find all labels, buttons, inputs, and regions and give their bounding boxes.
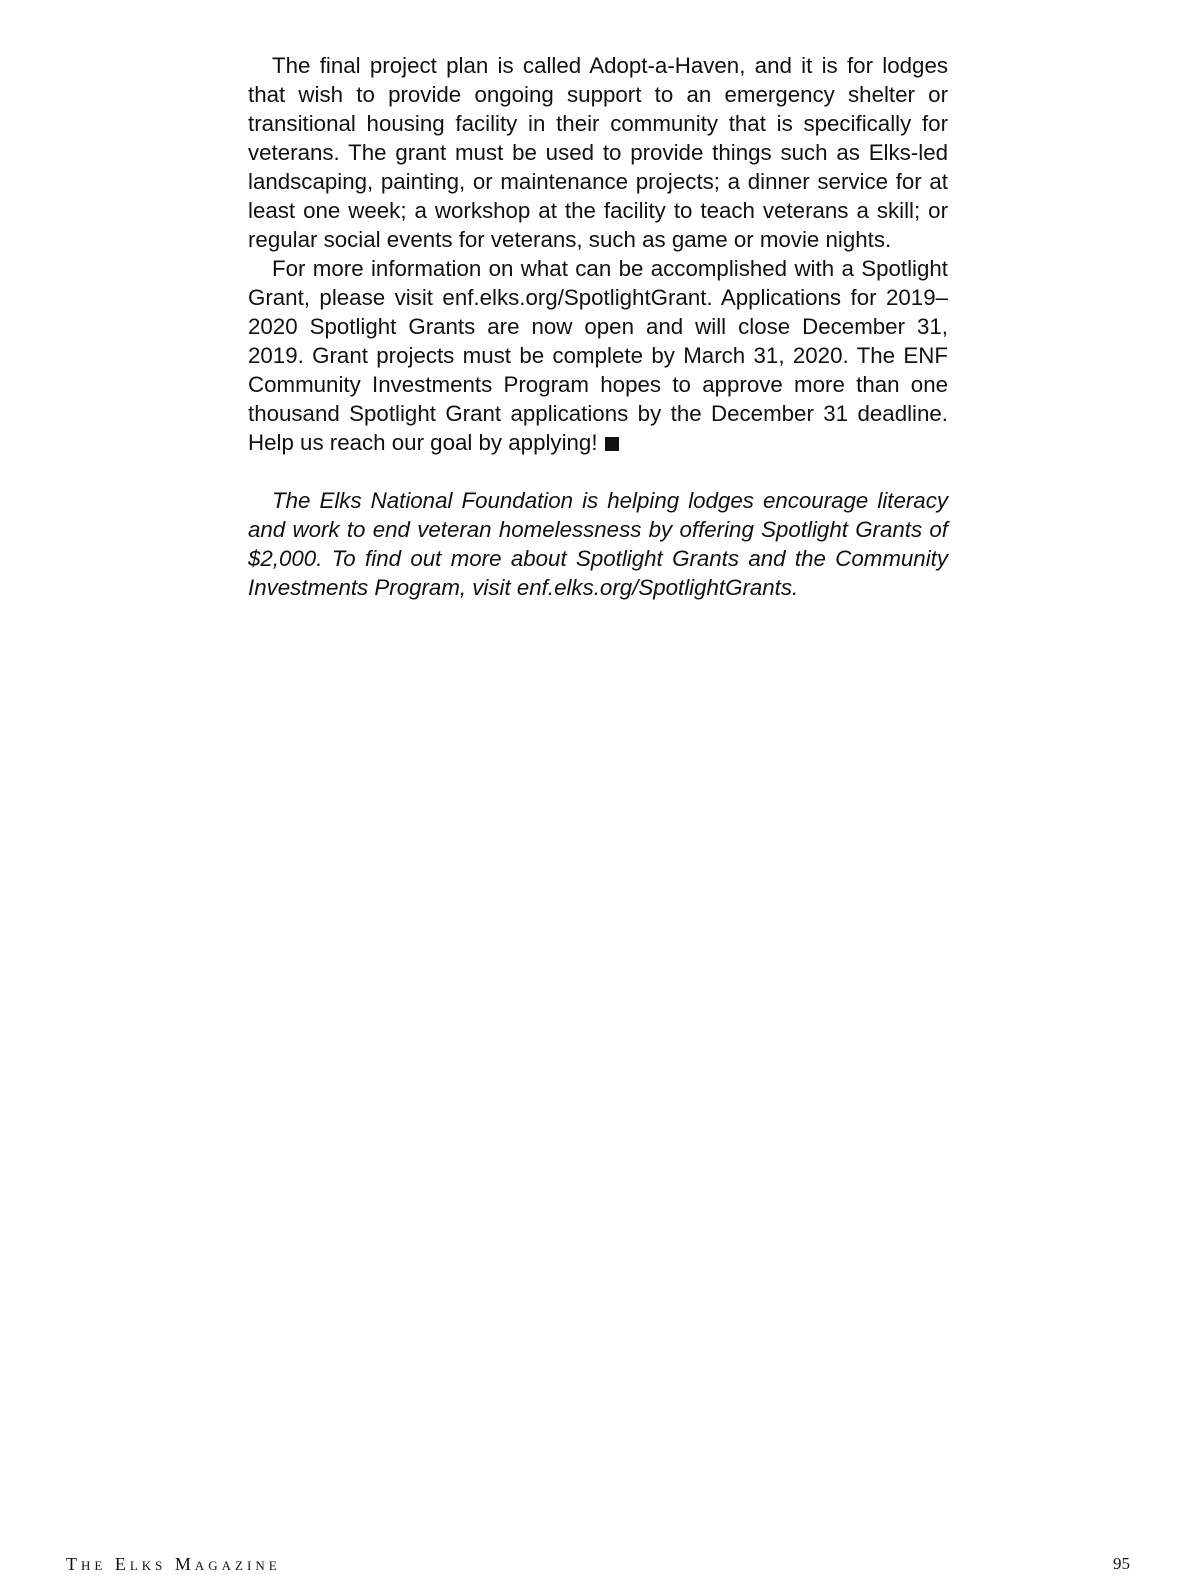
paragraph-text: The final project plan is called Adopt-a-Haven, and it is for lodges that wish to provide ongoing support to an emergency shelter or transitional housing facility in their community that is specifically for veterans. The grant must be used to provide things such as Elks-led landscaping, painting, or maintenance projects; a dinner service for at least one week; a workshop at the facility to teach veterans a skill; or regular social events for veterans, such as game or movie nights. [248, 53, 948, 252]
end-mark-icon [605, 437, 619, 451]
paragraph-text: For more information on what can be accomplished with a Spotlight Grant, please visit enf.elks.org/SpotlightGrant. Applications for 2019–2020 Spotlight Grants are now open and will close December 31, 2019. Grant projects must be complete by March 31, 2020. The ENF Community Investments Program hopes to approve more than one thousand Spotlight Grant applications by the December 31 deadline. Help us reach our goal by applying! [248, 256, 948, 455]
page-footer [0, 1553, 1200, 1575]
foundation-note [248, 486, 948, 602]
article-column [248, 51, 948, 602]
magazine-title: The Elks Magazine [66, 1554, 281, 1574]
article-paragraph [248, 51, 948, 254]
page-number: 95 [1113, 1554, 1130, 1573]
note-text: The Elks National Foundation is helping lodges encourage literacy and work to end veteran homelessness by offering Spotlight Grants of $2,000. To find out more about Spotlight Grants and the Community Investments Program, visit enf.elks.org/SpotlightGrants. [248, 488, 948, 600]
article-paragraph [248, 254, 948, 457]
